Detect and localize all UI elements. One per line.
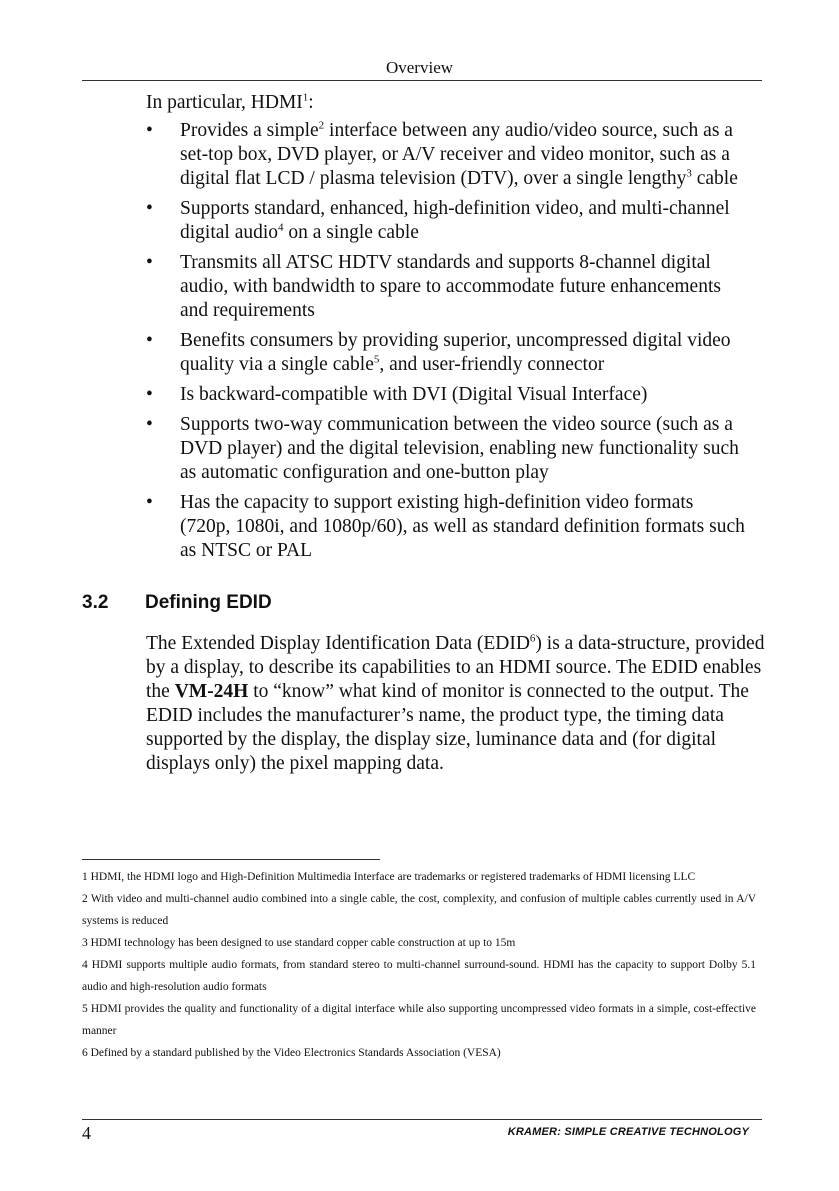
list-item-text: interface between any audio/video source, such as a set-top box, DVD player, or A/V receiver and video monitor, such as a digital flat LCD / plasma television (DTV), over a single lengthy xyxy=(180,120,733,189)
footnote: 6 Defined by a standard published by the Video Electronics Standards Association (VESA) xyxy=(82,1047,501,1059)
list-item-text: Is backward-compatible with DVI (Digital Visual Interface) xyxy=(180,384,648,405)
footer-rule xyxy=(82,1119,762,1120)
bullet-icon: • xyxy=(146,384,153,405)
list-item xyxy=(146,413,746,485)
footnote-ref[interactable]: 5 xyxy=(373,353,380,366)
list-item xyxy=(146,491,746,563)
footnote: 5 HDMI provides the quality and functionality of a digital interface while also supporting uncompressed video formats in a simple, cost-effective manner xyxy=(82,1003,756,1037)
feature-list xyxy=(146,119,746,569)
bullet-icon: • xyxy=(146,252,153,273)
footnote-rule xyxy=(82,859,380,860)
footer-brand: KRAMER: SIMPLE CREATIVE TECHNOLOGY xyxy=(507,1126,749,1138)
paragraph-text: The Extended Display Identification Data (EDID xyxy=(146,633,530,654)
paragraph-text: to “know” what kind of monitor is connected to the output. The EDID includes the manufacturer’s name, the product type, the timing data supported by the display, the display size, luminance data and (for digital displays only) the pixel mapping data. xyxy=(146,681,749,774)
footnote-ref[interactable]: 1 xyxy=(302,91,309,104)
running-header: Overview xyxy=(385,58,454,77)
bullet-icon: • xyxy=(146,414,153,435)
list-item xyxy=(146,197,746,245)
section-title: Defining EDID xyxy=(145,592,272,613)
footnote: 1 HDMI, the HDMI logo and High-Definition Multimedia Interface are trademarks or registered trademarks of HDMI licensing LLC xyxy=(82,871,696,883)
list-item-text: Supports two-way communication between the video source (such as a DVD player) and the digital television, enabling new functionality such as automatic configuration and one-button play xyxy=(180,414,739,483)
list-item xyxy=(146,119,746,191)
bullet-icon: • xyxy=(146,330,153,351)
list-item xyxy=(146,383,746,407)
footnote-ref[interactable]: 2 xyxy=(318,119,325,132)
list-item-text: Has the capacity to support existing high-definition video formats (720p, 1080i, and 1080p/60), as well as standard definition formats such as NTSC or PAL xyxy=(180,492,745,561)
list-item-text: Benefits consumers by providing superior, uncompressed digital video quality via a single cable xyxy=(180,330,731,375)
list-item-text: cable xyxy=(691,168,738,189)
footnote: 4 HDMI supports multiple audio formats, from standard stereo to multi-channel surround-sound. HDMI has the capacity to support Dolby 5.1 audio and high-resolution audio formats xyxy=(82,959,756,993)
list-item-text: on a single cable xyxy=(283,222,419,243)
intro-text: In particular, HDMI xyxy=(146,92,303,113)
footnotes xyxy=(82,866,756,1064)
section-number: 3.2 xyxy=(82,592,109,613)
edid-paragraph xyxy=(146,632,766,776)
intro-tail: : xyxy=(308,92,314,113)
footnote-ref[interactable]: 4 xyxy=(278,221,284,234)
product-model: VM-24H xyxy=(174,681,249,702)
list-item-text: Supports standard, enhanced, high-definition video, and multi-channel digital audio xyxy=(180,198,730,243)
bullet-icon: • xyxy=(146,492,153,513)
section-heading xyxy=(82,592,272,614)
list-item xyxy=(146,251,746,323)
list-item-text: Transmits all ATSC HDTV standards and supports 8-channel digital audio, with bandwidth to spare to accommodate future enhancements and requirements xyxy=(180,252,721,321)
list-item xyxy=(146,329,746,377)
footnote: 3 HDMI technology has been designed to use standard copper cable construction at up to 15m xyxy=(82,937,516,949)
header-rule xyxy=(82,80,762,81)
footnote-ref[interactable]: 3 xyxy=(686,167,692,180)
page-number: 4 xyxy=(82,1123,91,1143)
list-item-text: Provides a simple xyxy=(180,120,319,141)
intro-line xyxy=(146,91,314,115)
list-item-text: , and user-friendly connector xyxy=(379,354,605,375)
bullet-icon: • xyxy=(146,198,153,219)
paragraph-text: ) is a data-structure, provided by a display, to describe its capabilities to an HDMI source. The EDID enables the xyxy=(146,633,765,702)
footnote-ref[interactable]: 6 xyxy=(529,632,536,645)
bullet-icon: • xyxy=(146,120,153,141)
footnote: 2 With video and multi-channel audio combined into a single cable, the cost, complexity, and confusion of multiple cables currently used in A/V systems is reduced xyxy=(82,893,756,927)
